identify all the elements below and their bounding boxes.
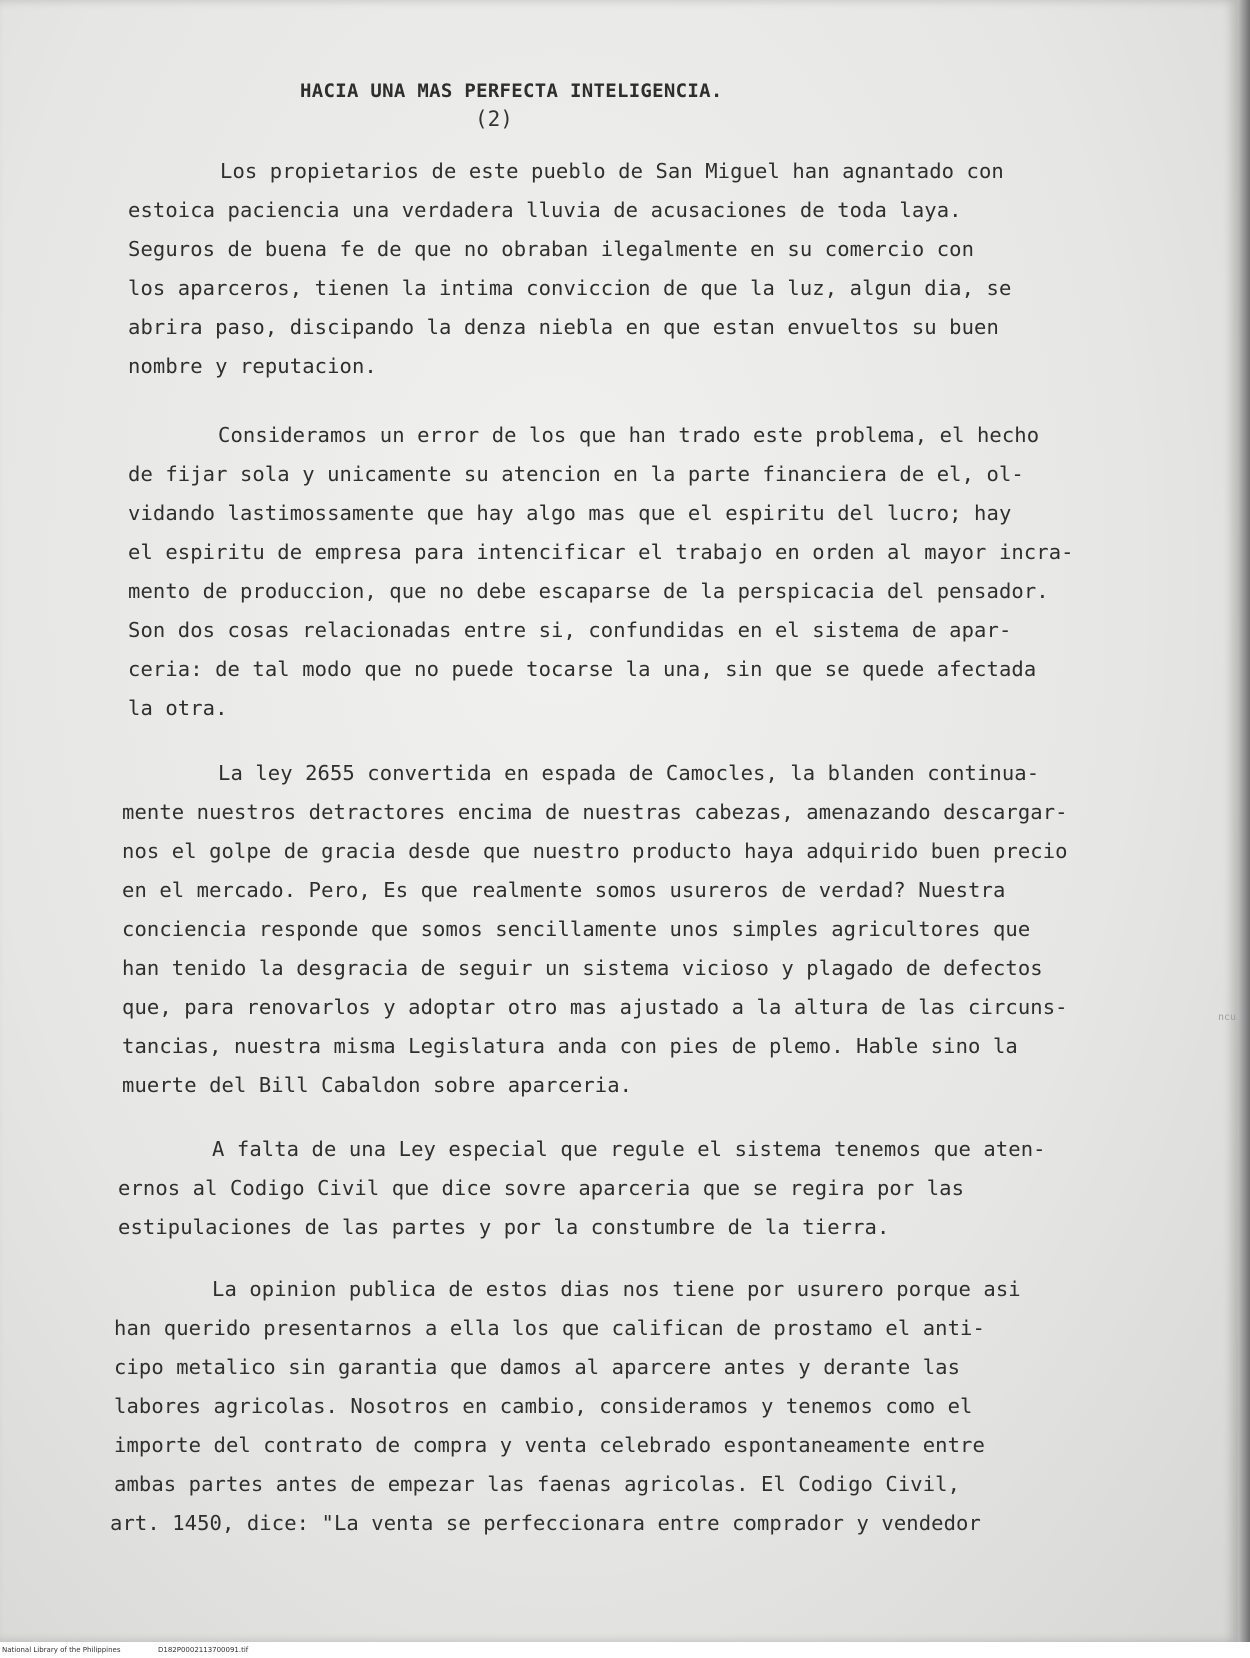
- text-line: vidando lastimossamente que hay algo mas que el espiritu del lucro; hay: [128, 501, 1012, 525]
- text-line: muerte del Bill Cabaldon sobre aparceria.: [122, 1073, 633, 1097]
- text-line: Seguros de buena fe de que no obraban ilegalmente en su comercio con: [128, 237, 975, 261]
- margin-mark: ncu: [1218, 1012, 1237, 1023]
- text-line: han tenido la desgracia de seguir un sistema vicioso y plagado de defectos: [122, 956, 1043, 980]
- text-line: mento de produccion, que no debe escaparse de la perspicacia del pensador.: [128, 579, 1049, 603]
- sheet-edge-shadow: [1238, 0, 1250, 1658]
- text-line: La opinion publica de estos dias nos tiene por usurero porque asi: [212, 1277, 1021, 1301]
- text-line: A falta de una Ley especial que regule el sistema tenemos que aten-: [212, 1137, 1046, 1161]
- text-line: de fijar sola y unicamente su atencion en la parte financiera de el, ol-: [128, 462, 1024, 486]
- text-line: ambas partes antes de empezar las faenas agricolas. El Codigo Civil,: [114, 1472, 961, 1496]
- text-line: La ley 2655 convertida en espada de Camocles, la blanden continua-: [218, 761, 1040, 785]
- text-line: tancias, nuestra misma Legislatura anda con pies de plemo. Hable sino la: [122, 1034, 1018, 1058]
- text-line: conciencia responde que somos sencillamente unos simples agricultores que: [122, 917, 1031, 941]
- text-line: Consideramos un error de los que han trado este problema, el hecho: [218, 423, 1040, 447]
- text-line: los aparceros, tienen la intima conviccion de que la luz, algun dia, se: [128, 276, 1012, 300]
- text-line: Son dos cosas relacionadas entre si, confundidas en el sistema de apar-: [128, 618, 1012, 642]
- text-line: que, para renovarlos y adoptar otro mas ajustado a la altura de las circuns-: [122, 995, 1068, 1019]
- page-title: HACIA UNA MAS PERFECTA INTELIGENCIA.: [300, 80, 723, 102]
- text-line: importe del contrato de compra y venta celebrado espontaneamente entre: [114, 1433, 985, 1457]
- page-number: (2): [475, 107, 513, 131]
- text-line: art. 1450, dice: "La venta se perfeccionara entre comprador y vendedor: [110, 1511, 981, 1535]
- text-line: estoica paciencia una verdadera lluvia de acusaciones de toda laya.: [128, 198, 962, 222]
- text-line: ceria: de tal modo que no puede tocarse la una, sin que se quede afectada: [128, 657, 1037, 681]
- text-line: estipulaciones de las partes y por la constumbre de la tierra.: [118, 1215, 890, 1239]
- text-line: abrira paso, discipando la denza niebla en que estan envueltos su buen: [128, 315, 999, 339]
- footer-file-name: D182P0002113700091.tif: [158, 1646, 249, 1654]
- text-line: nombre y reputacion.: [128, 354, 377, 378]
- text-line: han querido presentarnos a ella los que califican de prostamo el anti-: [114, 1316, 985, 1340]
- text-line: en el mercado. Pero, Es que realmente somos usureros de verdad? Nuestra: [122, 878, 1006, 902]
- text-line: mente nuestros detractores encima de nuestras cabezas, amenazando descargar-: [122, 800, 1068, 824]
- footer-library-label: National Library of the Philippines: [2, 1646, 121, 1654]
- text-line: la otra.: [128, 696, 228, 720]
- text-line: el espiritu de empresa para intencificar el trabajo en orden al mayor incra-: [128, 540, 1074, 564]
- text-line: ernos al Codigo Civil que dice sovre aparceria que se regira por las: [118, 1176, 965, 1200]
- text-line: labores agricolas. Nosotros en cambio, consideramos y tenemos como el: [114, 1394, 973, 1418]
- text-line: Los propietarios de este pueblo de San Miguel han agnantado con: [220, 159, 1004, 183]
- text-line: nos el golpe de gracia desde que nuestro producto haya adquirido buen precio: [122, 839, 1068, 863]
- text-line: cipo metalico sin garantia que damos al aparcere antes y derante las: [114, 1355, 961, 1379]
